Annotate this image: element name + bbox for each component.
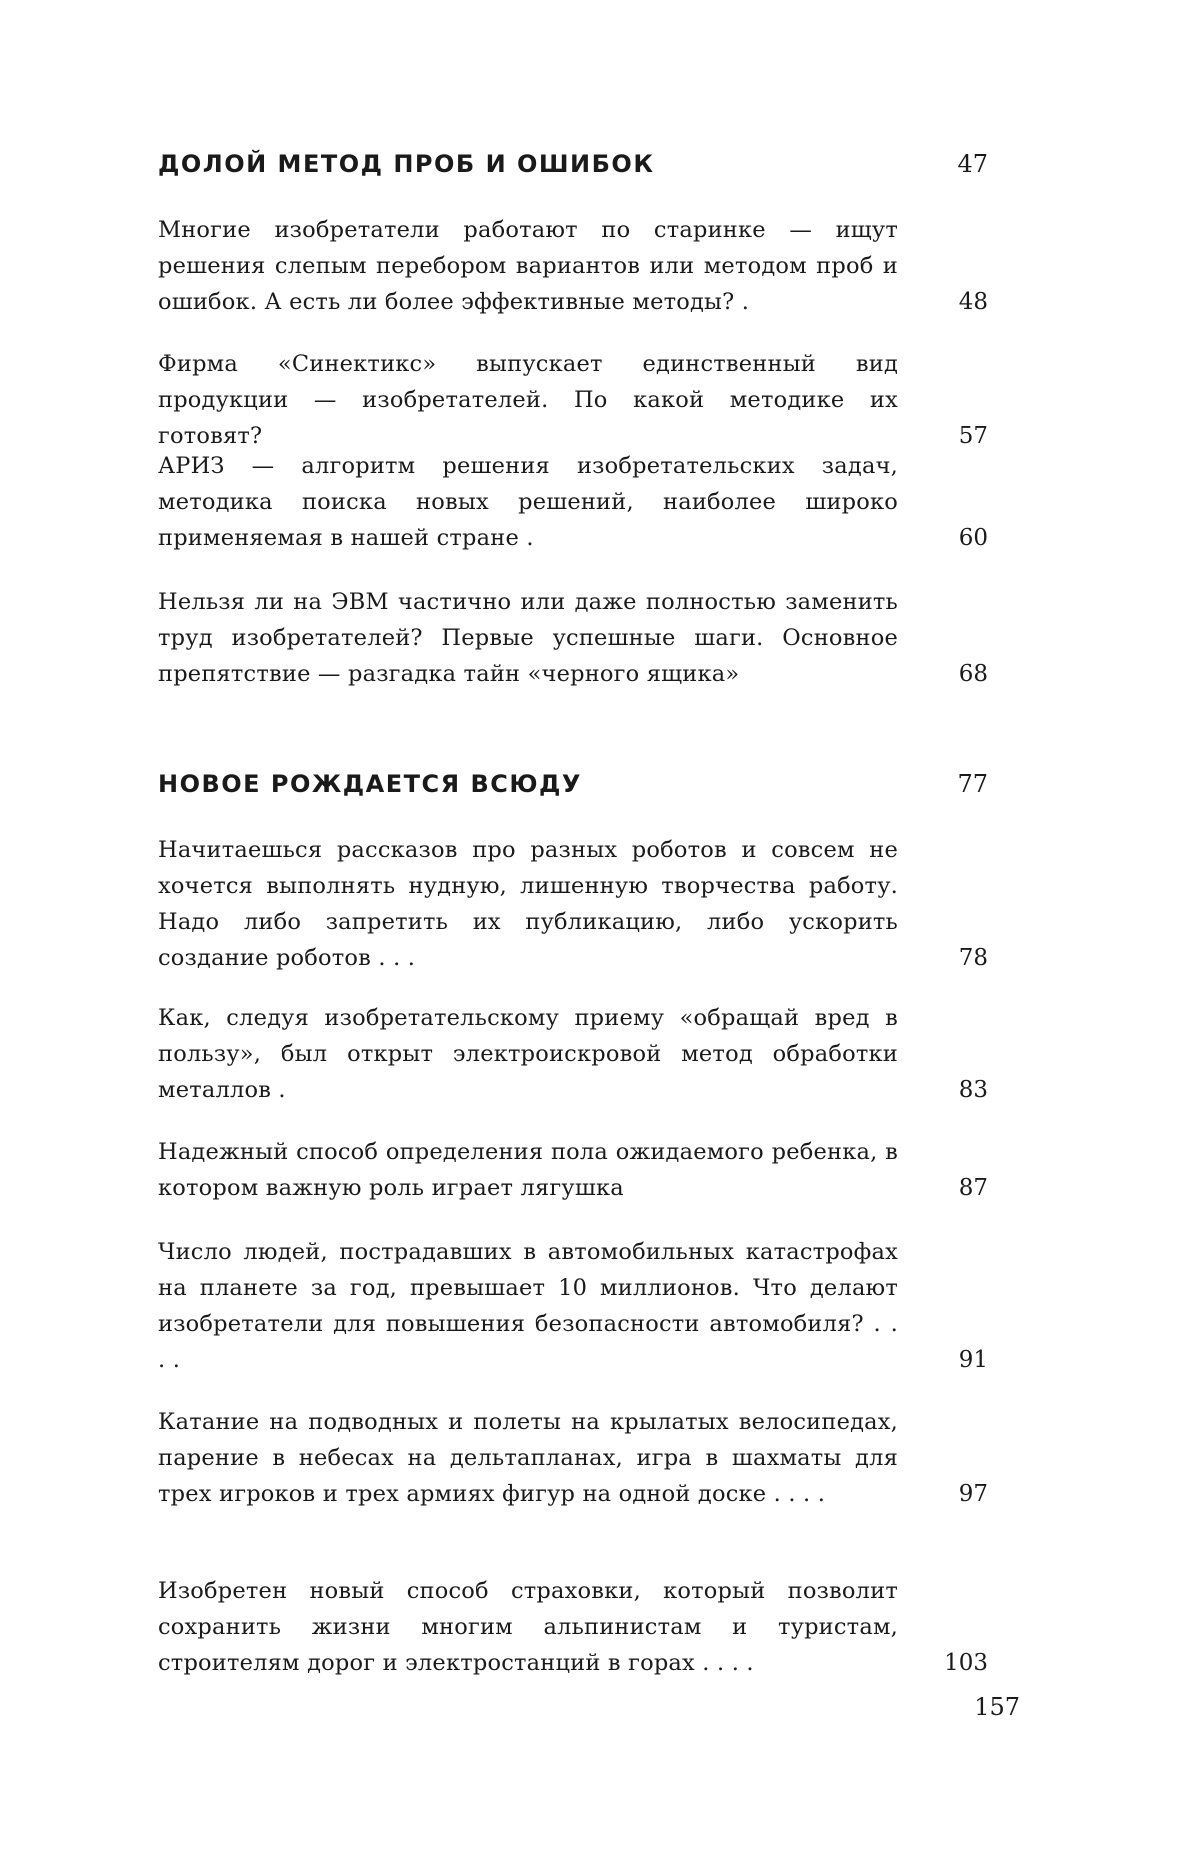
toc-entry [158,1234,988,1378]
entry-page-number: 48 [958,289,988,315]
entry-page-number: 103 [944,1650,988,1676]
section-page-number: 47 [957,150,988,178]
toc-entry [158,1573,988,1681]
section-page-number: 77 [957,770,988,798]
toc-entry [158,212,988,320]
toc-entry [158,832,988,976]
section-heading [158,770,988,798]
toc-entry [158,448,988,556]
entry-text: АРИЗ — алгоритм решения изобретательских задач, методика поиска новых решений, наиболее широко применяемая в нашей стране . [158,453,898,551]
entry-page-number: 78 [958,945,988,971]
entry-text: Катание на подводных и полеты на крылатых велосипедах, парение в небесах на дельтапланах, игра в шахматы для трех игроков и трех армиях фигур на одной доске . . . . [158,1409,898,1507]
toc-entry [158,346,988,454]
entry-page-number: 68 [958,661,988,687]
entry-page-number: 91 [958,1347,988,1373]
entry-text: Надежный способ определения пола ожидаемого ребенка, в котором важную роль играет лягушка [158,1139,898,1201]
entry-page-number: 97 [958,1481,988,1507]
entry-text: Нельзя ли на ЭВМ частично или даже полностью заменить труд изобретателей? Первые успешные шаги. Основное препятствие — разгадка тайн «черного ящика» [158,589,898,687]
page-folio-number: 157 [974,1693,1020,1721]
toc-entry [158,1404,988,1512]
entry-text: Начитаешься рассказов про разных роботов и совсем не хочется выполнять нудную, лишенную творчества работу. Надо либо запретить их публикацию, либо ускорить создание роботов . . . [158,837,898,971]
section-title: НОВОЕ РОЖДАЕТСЯ ВСЮДУ [158,770,582,798]
entry-page-number: 87 [958,1175,988,1201]
section-title: ДОЛОЙ МЕТОД ПРОБ И ОШИБОК [158,150,655,178]
entry-text: Как, следуя изобретательскому приему «обращай вред в пользу», был открыт электроискровой метод обработки металлов . [158,1005,898,1103]
section-heading [158,150,988,178]
entry-page-number: 57 [958,423,988,449]
entry-page-number: 83 [958,1077,988,1103]
entry-page-number: 60 [958,525,988,551]
entry-text: Фирма «Синектикс» выпускает единственный вид продукции — изобретателей. По какой методике их готовят? [158,351,898,449]
entry-text: Изобретен новый способ страховки, который позволит сохранить жизни многим альпинистам и туристам, строителям дорог и электростанций в горах . . . . [158,1578,898,1676]
entry-text: Многие изобретатели работают по старинке — ищут решения слепым перебором вариантов или методом проб и ошибок. А есть ли более эффективные методы? . [158,217,898,315]
toc-entry [158,1134,988,1206]
toc-entry [158,584,988,692]
toc-entry [158,1000,988,1108]
entry-text: Число людей, пострадавших в автомобильных катастрофах на планете за год, превышает 10 миллионов. Что делают изобретатели для повышения безопасности автомобиля? . . . . [158,1239,898,1373]
